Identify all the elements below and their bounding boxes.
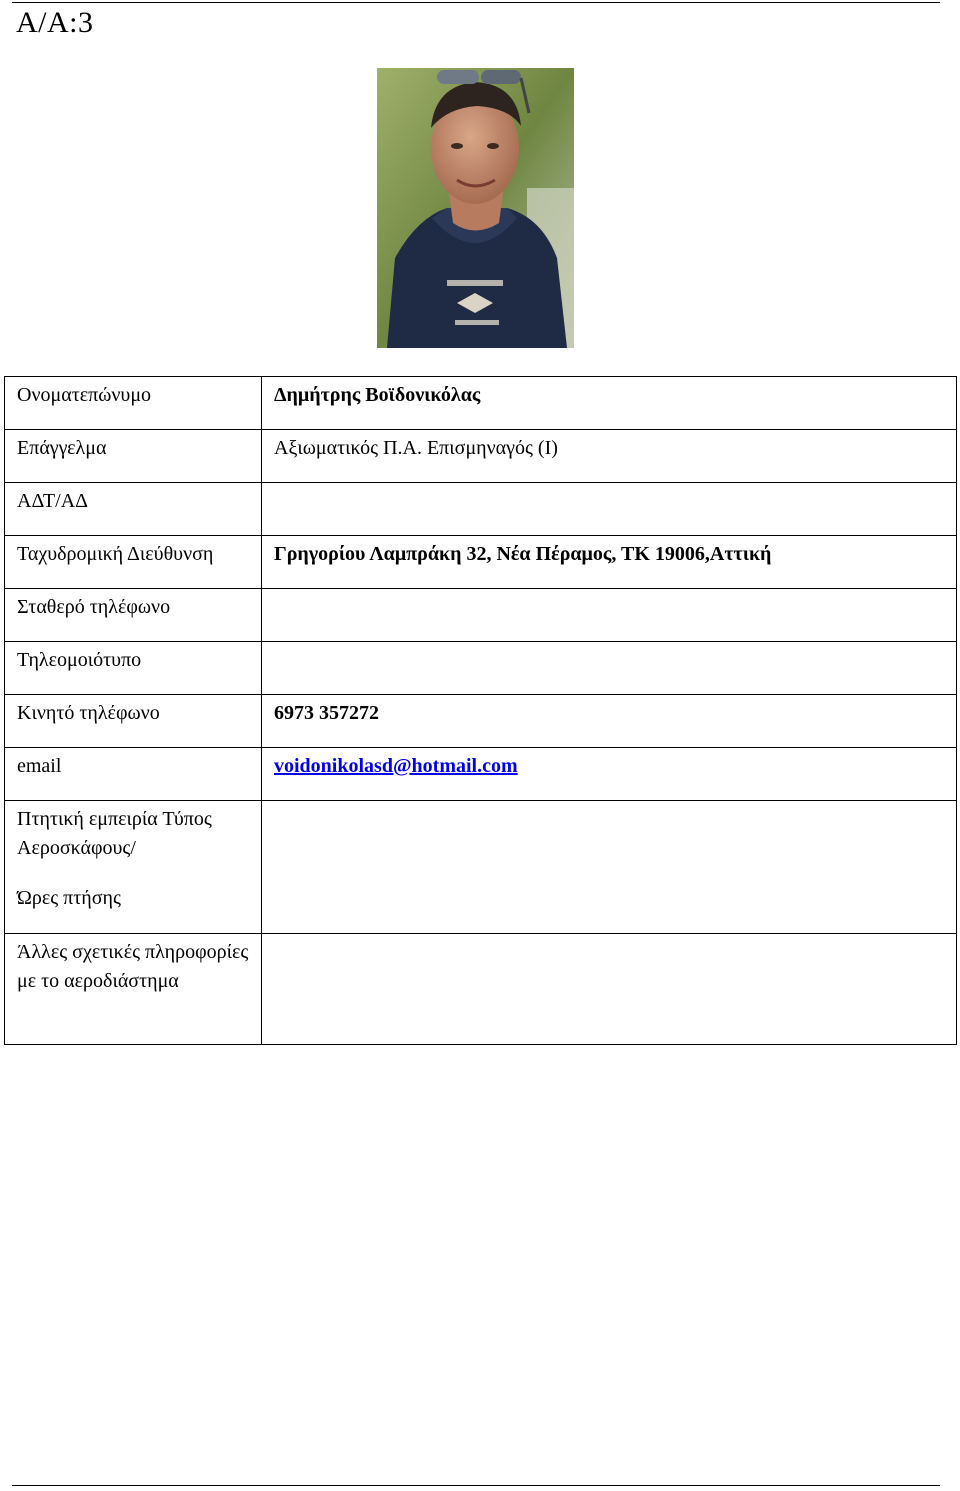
field-label: ΑΔΤ/ΑΔ [5,483,262,536]
document-number: A/A:3 [16,6,94,39]
pilot-info-table [4,376,957,1045]
table-row [5,695,957,748]
field-label [5,801,262,934]
table-row [5,536,957,589]
bottom-rule [12,1485,940,1486]
field-label: Άλλες σχετικές πληροφορίες με το αεροδιάστημα [5,934,262,1045]
table-row [5,642,957,695]
table-row [5,589,957,642]
table-row [5,801,957,934]
mobile-phone-value: 6973 357272 [262,695,957,748]
table-row [5,748,957,801]
flight-hours-label: Ώρες πτήσης [17,887,121,909]
postal-address-value: Γρηγορίου Λαμπράκη 32, Νέα Πέραμος, ΤΚ 19006,Αττική [262,536,957,589]
landline-value [262,589,957,642]
email-cell [262,748,957,801]
field-label: Ονοματεπώνυμο [5,377,262,430]
fax-value [262,642,957,695]
top-rule [12,2,940,3]
field-label: Επάγγελμα [5,430,262,483]
flight-experience-value [262,801,957,934]
other-info-value [262,934,957,1045]
field-label: Ταχυδρομική Διεύθυνση [5,536,262,589]
field-label: Σταθερό τηλέφωνο [5,589,262,642]
table-row [5,483,957,536]
table-row [5,430,957,483]
flight-experience-label: Πτητική εμπειρία Τύπος Αεροσκάφους/ [17,808,212,859]
id-value [262,483,957,536]
pilot-photo [377,68,574,348]
field-label: email [5,748,262,801]
table-row [5,934,957,1045]
field-label: Κινητό τηλέφωνο [5,695,262,748]
profession-value: Αξιωματικός Π.Α. Επισμηναγός (Ι) [262,430,957,483]
field-label: Τηλεομοιότυπο [5,642,262,695]
full-name-value: Δημήτρης Βοϊδονικόλας [262,377,957,430]
email-link[interactable]: voidonikolasd@hotmail.com [274,755,518,777]
table-row [5,377,957,430]
